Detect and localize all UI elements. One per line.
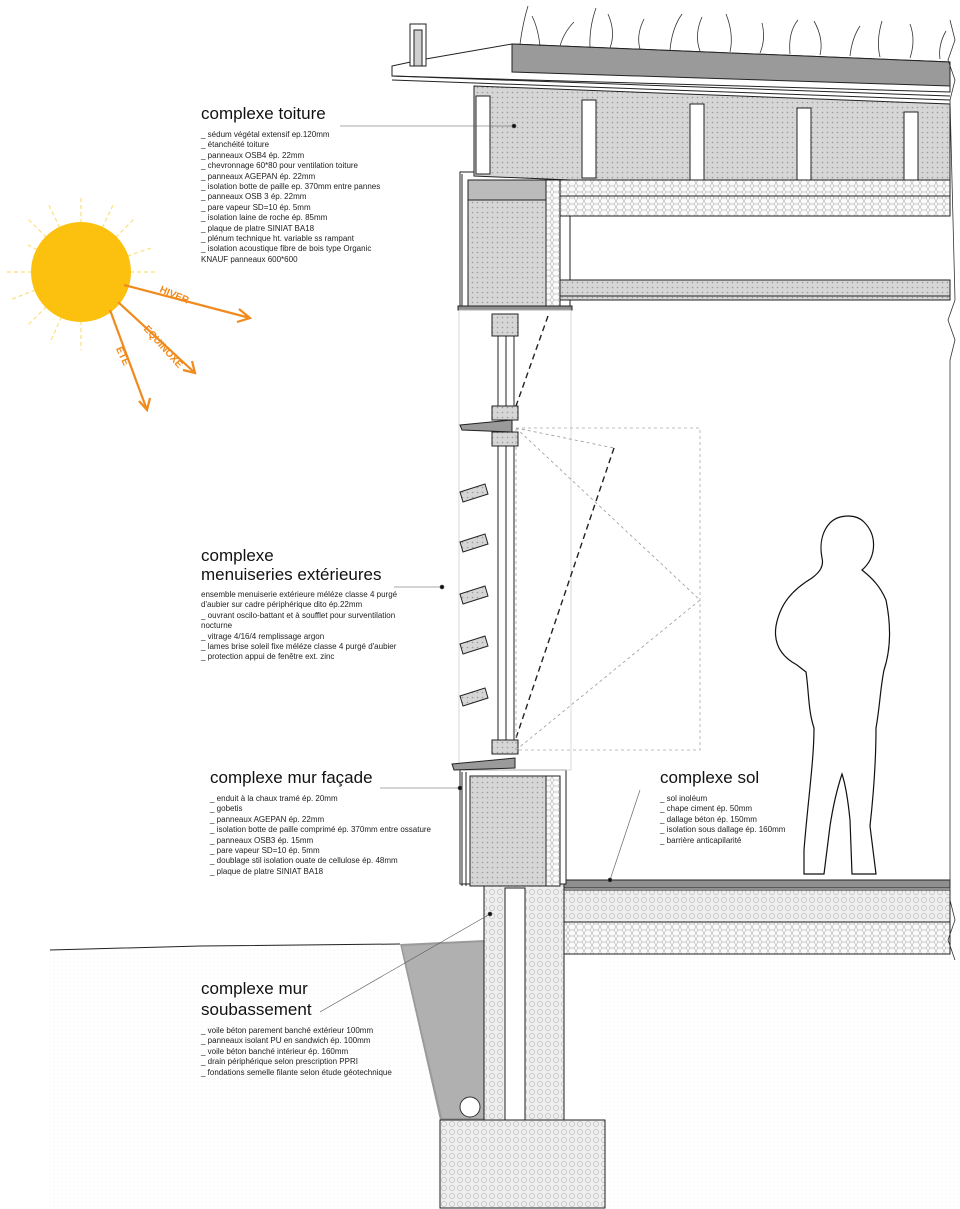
list-item: _ dallage béton ép. 150mm xyxy=(660,814,757,824)
list-item: _ doublage stil isolation ouate de cellulose ép. 48mm xyxy=(210,856,398,866)
windows-title-line2: menuiseries extérieures xyxy=(201,565,382,584)
list-item: _ plaque de platre SINIAT BA18 xyxy=(201,223,315,233)
list-item: _ panneaux OSB3 ép. 15mm xyxy=(210,835,314,845)
list-item: _ isolation acoustique fibre de bois type Organic xyxy=(201,244,372,254)
facade-complex-block xyxy=(210,768,431,877)
list-item: _ pare vapeur SD=10 ép. 5mm xyxy=(210,846,320,856)
basement-wall-complex-block xyxy=(201,978,392,1078)
equinox-sun-label: EQUINOXE xyxy=(140,323,185,371)
list-item: _ drain périphérique selon prescription PPRI xyxy=(201,1057,358,1067)
roof-complex-block xyxy=(201,104,380,265)
windows-title-line1: complexe xyxy=(201,546,274,565)
list-item: _ chape ciment ép. 50mm xyxy=(660,804,753,814)
list-item: _ panneaux AGEPAN ép. 22mm xyxy=(201,171,316,181)
list-item: _ pare vapeur SD=10 ép. 5mm xyxy=(201,202,311,212)
windows-complex-block xyxy=(201,546,397,663)
list-item: _ gobetis xyxy=(210,804,243,814)
basement-title-line1: complexe mur xyxy=(201,979,308,998)
list-item: d'aubier sur cadre périphérique dito ép.22mm xyxy=(201,600,363,610)
list-item: _ panneaux OSB4 ép. 22mm xyxy=(201,150,305,160)
list-item: _ lames brise soleil fixe méléze classe 4 purgé d'aubier xyxy=(201,642,397,652)
windows-complex-list xyxy=(201,590,397,663)
list-item: _ fondations semelle filante selon étude géotechnique xyxy=(201,1067,392,1077)
list-item: _ chevronnage 60*80 pour ventilation toiture xyxy=(201,161,358,171)
list-item: _ enduit à la chaux tramé ép. 20mm xyxy=(210,794,338,803)
list-item: _ sol inoléum xyxy=(660,794,708,803)
basement-title-line2: soubassement xyxy=(201,1000,312,1019)
list-item: _ ouvrant oscilo-battant et à soufflet pour surventilation xyxy=(201,610,396,620)
list-item: KNAUF panneaux 600*600 xyxy=(201,254,298,264)
list-item: _ étanchéité toiture xyxy=(201,140,270,150)
facade-complex-list xyxy=(210,794,431,877)
roof-complex-list xyxy=(201,130,380,265)
roof-complex-title: complexe toiture xyxy=(201,104,326,123)
basement-wall-complex-list xyxy=(201,1026,392,1078)
list-item: _ vitrage 4/16/4 remplissage argon xyxy=(201,631,325,641)
list-item: _ panneaux isolant PU en sandwich ép. 100mm xyxy=(201,1036,371,1046)
upper-wall-section xyxy=(458,172,572,310)
brise-soleil-slats xyxy=(460,484,488,706)
list-item: _ plaque de platre SINIAT BA18 xyxy=(210,866,324,876)
window-section xyxy=(452,310,700,770)
facade-wall-section xyxy=(460,770,566,886)
list-item: _ plénum technique ht. variable ss rampant xyxy=(201,234,354,244)
summer-sun-label: ETE xyxy=(113,345,132,368)
list-item: _ isolation laine de roche ép. 85mm xyxy=(201,213,328,223)
list-item: _ isolation botte de paille comprimé ép. 370mm entre ossature xyxy=(210,825,432,835)
list-item: _ protection appui de fenêtre ext. zinc xyxy=(201,652,335,662)
list-item: _ panneaux AGEPAN ép. 22mm xyxy=(210,814,325,824)
list-item: nocturne xyxy=(201,621,233,631)
list-item: _ voile béton banché intérieur ép. 160mm xyxy=(201,1046,349,1056)
list-item: _ barrière anticapilarité xyxy=(660,835,742,845)
windows-complex-title xyxy=(201,546,397,584)
floor-complex-block xyxy=(660,768,785,846)
list-item: _ sédum végétal extensif ep.120mm xyxy=(201,130,330,139)
sun-icon xyxy=(4,195,158,350)
person-silhouette-icon xyxy=(776,516,890,874)
floor-complex-list xyxy=(660,794,785,846)
facade-complex-title: complexe mur façade xyxy=(210,768,373,787)
floor-complex-title: complexe sol xyxy=(660,768,760,787)
list-item: _ isolation sous dallage ép. 160mm xyxy=(660,825,786,835)
list-item: ensemble menuiserie extérieure méléze classe 4 purgé xyxy=(201,590,398,599)
winter-sun-label: HIVER xyxy=(157,284,191,307)
list-item: _ isolation botte de paille ep. 370mm entre pannes xyxy=(201,182,381,192)
basement-wall-complex-title xyxy=(201,978,392,1020)
list-item: _ voile béton parement banché extérieur 100mm xyxy=(201,1026,374,1035)
list-item: _ panneaux OSB 3 ép. 22mm xyxy=(201,192,307,202)
